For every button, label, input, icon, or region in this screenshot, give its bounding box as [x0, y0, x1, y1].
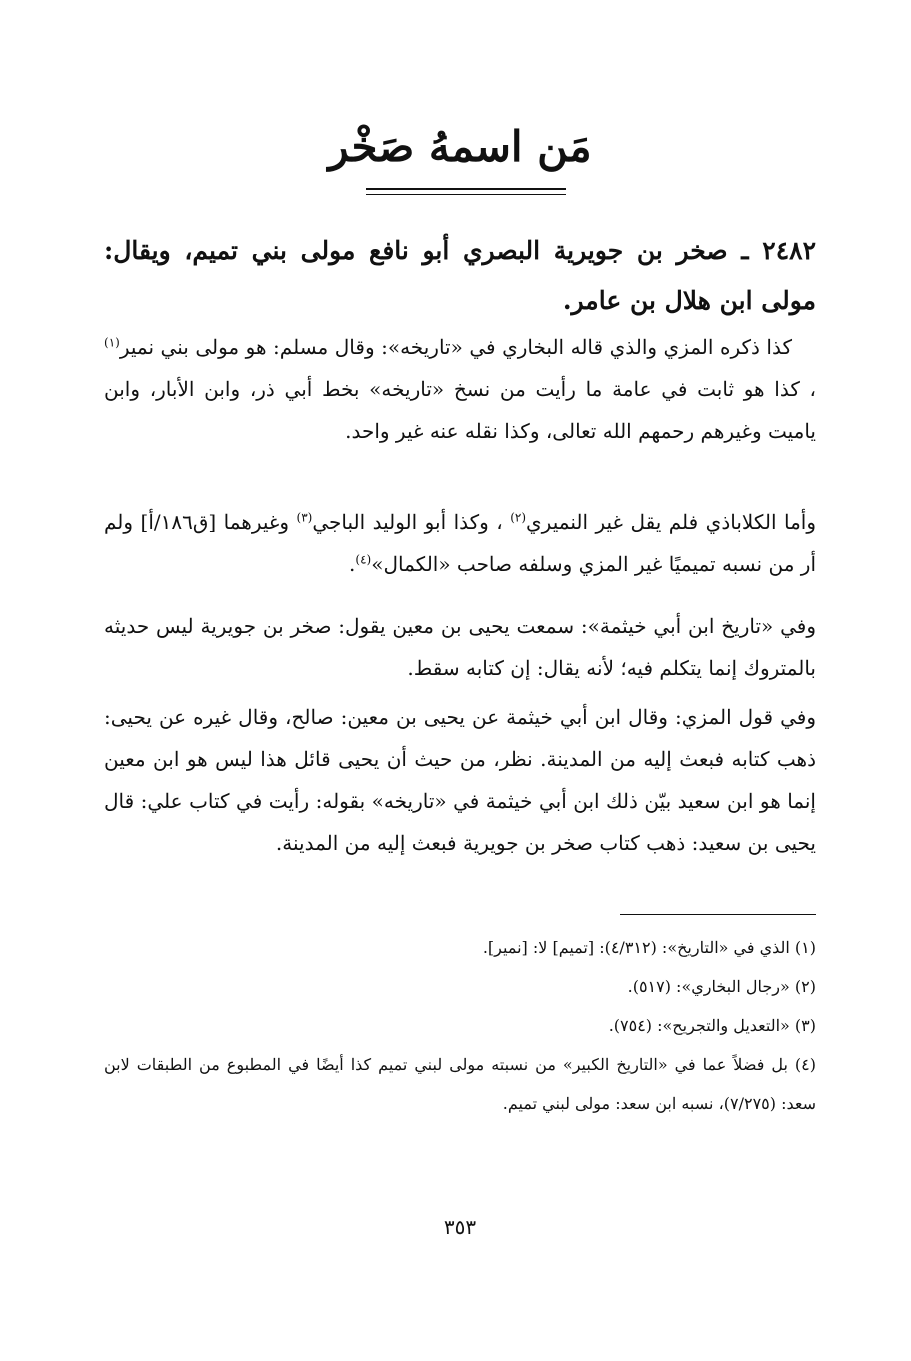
- footnote-ref-4: (٤): [355, 552, 372, 567]
- footnotes-list: [104, 928, 816, 1123]
- page-number: ٣٥٣: [443, 1215, 477, 1239]
- paragraph-2-text-c: وغيرهما [ق١٨٦/أ] ولم أر من نسبه تميميًا غير المزي وسلفه صاحب «الكمال»: [104, 510, 816, 576]
- paragraph-2-text-b: ، وكذا أبو الوليد الباجي: [312, 510, 503, 534]
- footnote-ref-1: (١): [104, 335, 120, 350]
- footnote-item-2: (٢) «رجال البخاري»: (٥١٧).: [627, 977, 816, 996]
- footnote-ref-3: (٣): [296, 510, 313, 525]
- paragraph-2: [104, 501, 816, 585]
- footnote-item-1: (١) الذي في «التاريخ»: (٤/٣١٢): [تميم] لا: [نمير].: [482, 938, 816, 957]
- paragraph-3: وفي «تاريخ ابن أبي خيثمة»: سمعت يحيى بن معين يقول: صخر بن جويرية ليس حديثه بالمتروك إنما يتكلم فيه؛ لأنه يقال: إن كتابه سقط.: [104, 614, 816, 680]
- paragraph-2-text-a: وأما الكلاباذي فلم يقل غير النميري: [526, 510, 817, 534]
- footnote-item-4: (٤) بل فضلاً عما في «التاريخ الكبير» من نسبته مولى لبني تميم كذا أيضًا في المطبوع من الطبقات لابن سعد: (٧/٢٧٥)، نسبه ابن سعد: مولى لبني تميم.: [104, 1055, 816, 1113]
- footnote-item-3: (٣) «التعديل والتجريح»: (٧٥٤).: [608, 1016, 816, 1035]
- paragraph-1-text-b: ، كذا هو ثابت في عامة ما رأيت من نسخ «تاريخه» بخط أبي ذر، وابن الأبار، وابن ياميت وغيرهم رحمهم الله تعالى، وكذا نقله عنه غير واحد.: [104, 377, 816, 443]
- footnote-ref-2: (٢): [510, 510, 527, 525]
- entry-heading: ٢٤٨٢ ـ صخر بن جويرية البصري أبو نافع مولى بني تميم، ويقال: مولى ابن هلال بن عامر.: [104, 236, 816, 315]
- title-divider: [366, 188, 566, 195]
- footnote-divider: [620, 914, 816, 915]
- section-title: مَن اسمهُ صَخْر: [328, 122, 592, 171]
- paragraph-1: [104, 326, 816, 452]
- paragraph-1-text-a: كذا ذكره المزي والذي قاله البخاري في «تاريخه»: وقال مسلم: هو مولى بني نمير: [119, 335, 792, 359]
- paragraph-4: وفي قول المزي: وقال ابن أبي خيثمة عن يحيى بن معين: صالح، وقال غيره عن يحيى: ذهب كتابه فبعث إليه من المدينة. نظر، من حيث أن يحيى قائل هذا ليس هو ابن معين إنما هو ابن سعيد بيّن ذلك ابن أبي خيثمة في «تاريخه» بقوله: رأيت في كتاب علي: قال يحيى بن سعيد: ذهب كتاب صخر بن جويرية فبعث إليه من المدينة.: [104, 705, 816, 855]
- paragraph-2-text-d: .: [349, 552, 356, 576]
- book-page: [104, 0, 816, 1361]
